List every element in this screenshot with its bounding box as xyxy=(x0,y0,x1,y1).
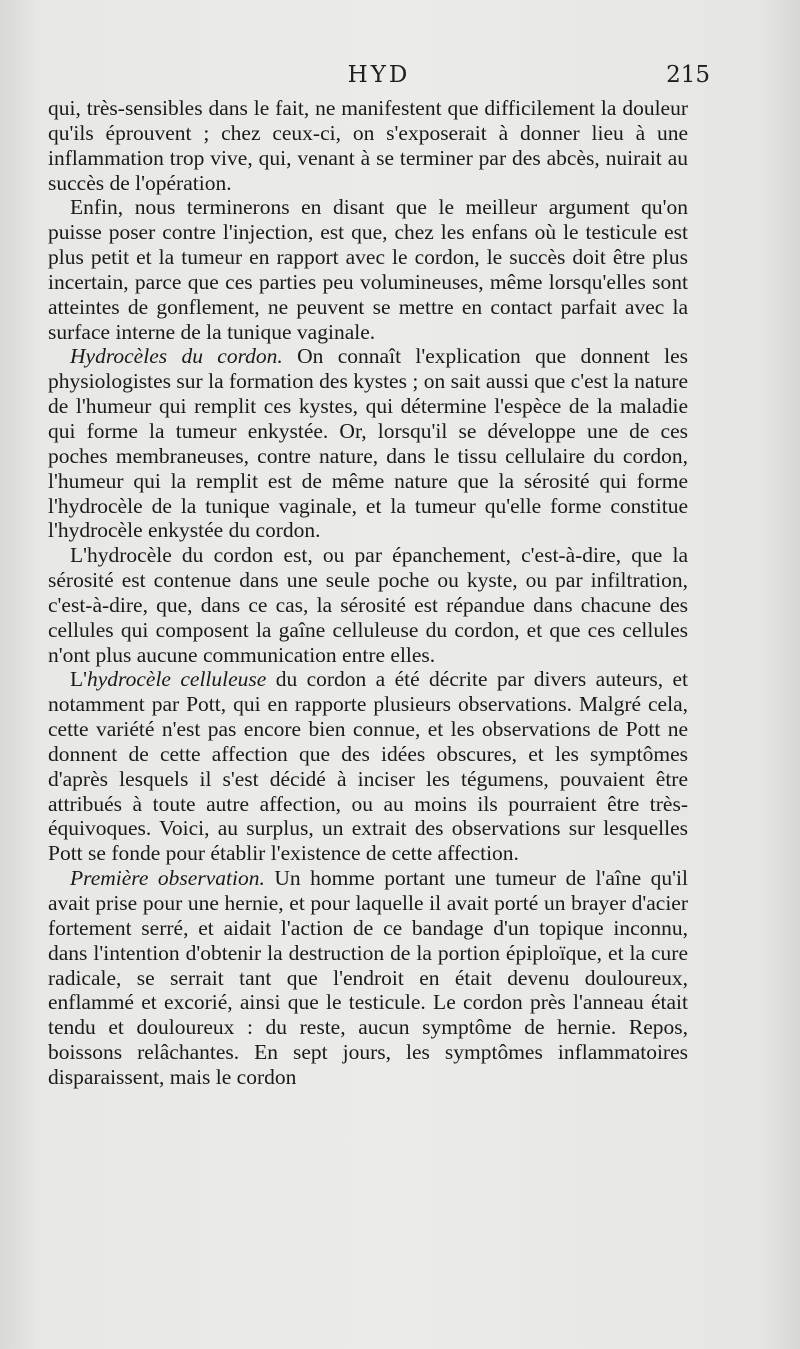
paragraph-text: Enfin, nous terminerons en disant que le meilleur argument qu'on puisse poser contre l'injection, est que, chez les enfans où le testicule est plus petit et la tumeur en rapport avec le cordon, le succès doit être plus incertain, parce que ces parties peu volumineuses, même lorsqu'elles sont atteintes de gonflement, ne peuvent se mettre en contact parfait avec la surface interne de la tunique vaginale. xyxy=(48,195,688,344)
running-head: HYD xyxy=(347,62,411,88)
paragraph xyxy=(48,667,688,866)
section-heading: hydrocèle celluleuse xyxy=(87,667,267,692)
section-heading: Hydrocèles du cordon. xyxy=(70,344,283,369)
paragraph-lead-plain: L' xyxy=(70,667,88,692)
paragraph-text: du cordon a été décrite par divers auteurs, et notamment par Pott, qui en rapporte plusieurs observations. Malgré cela, cette variété n'est pas encore bien connue, et les observations de Pott ne donnent de cette affection que des idées obscures, et les symptômes d'après lesquels il s'est décidé à inciser les tégumens, pouvaient être attribués à toute autre affection, ou au moins ils pourraient être très-équivoques. Voici, au surplus, un extrait des observations sur lesquelles Pott se fonde pour établir l'existence de cette affection. xyxy=(48,667,689,866)
paragraph xyxy=(48,96,688,195)
paragraph-text: L'hydrocèle du cordon est, ou par épanchement, c'est-à-dire, que la sérosité est contenue dans une seule poche ou kyste, ou par infiltration, c'est-à-dire, que, dans ce cas, la sérosité est répandue dans chacune des cellules qui composent la gaîne celluleuse du cordon, et que ces cellules n'ont plus aucune communication entre elles. xyxy=(48,543,688,667)
paragraph-text: Un homme portant une tumeur de l'aîne qu'il avait prise pour une hernie, et pour laquelle il avait porté un brayer d'acier fortement serré, et aidait l'action de ce bandage d'un topique inconnu, dans l'intention d'obtenir la destruction de la portion épiploïque, et la cure radicale, se serrait tant que l'endroit en était devenu douloureux, enflammé et excorié, ainsi que le testicule. Le cordon près l'anneau était tendu et douloureux : du reste, aucun symptôme de hernie. Repos, boissons relâchantes. En sept jours, les symptômes inflammatoires disparaissent, mais le cordon xyxy=(48,866,688,1089)
page-header xyxy=(48,62,710,94)
body-text xyxy=(48,96,688,1090)
paragraph-text: qui, très-sensibles dans le fait, ne manifestent que difficilement la douleur qu'ils éprouvent ; chez ceux-ci, on s'exposerait à donner lieu à une inflammation trop vive, qui, venant à se terminer par des abcès, nuirait au succès de l'opération. xyxy=(48,96,688,195)
section-heading: Première observation. xyxy=(70,866,265,891)
paragraph xyxy=(48,344,688,543)
paragraph-text: On connaît l'explication que donnent les physiologistes sur la formation des kystes ; on sait aussi que c'est la nature de l'humeur qui remplit ces kystes, qui détermine l'espèce de la maladie qui forme la tumeur enkystée. Or, lorsqu'il se développe une de ces poches membraneuses, contre nature, dans le tissu cellulaire du cordon, l'humeur qui la remplit est de même nature que la sérosité qui forme l'hydrocèle de la tunique vaginale, et la tumeur qu'elle forme constitue l'hydrocèle enkystée du cordon. xyxy=(48,344,689,543)
page-number: 215 xyxy=(666,62,710,88)
paragraph xyxy=(48,866,688,1090)
paragraph xyxy=(48,543,688,667)
paragraph xyxy=(48,195,688,344)
